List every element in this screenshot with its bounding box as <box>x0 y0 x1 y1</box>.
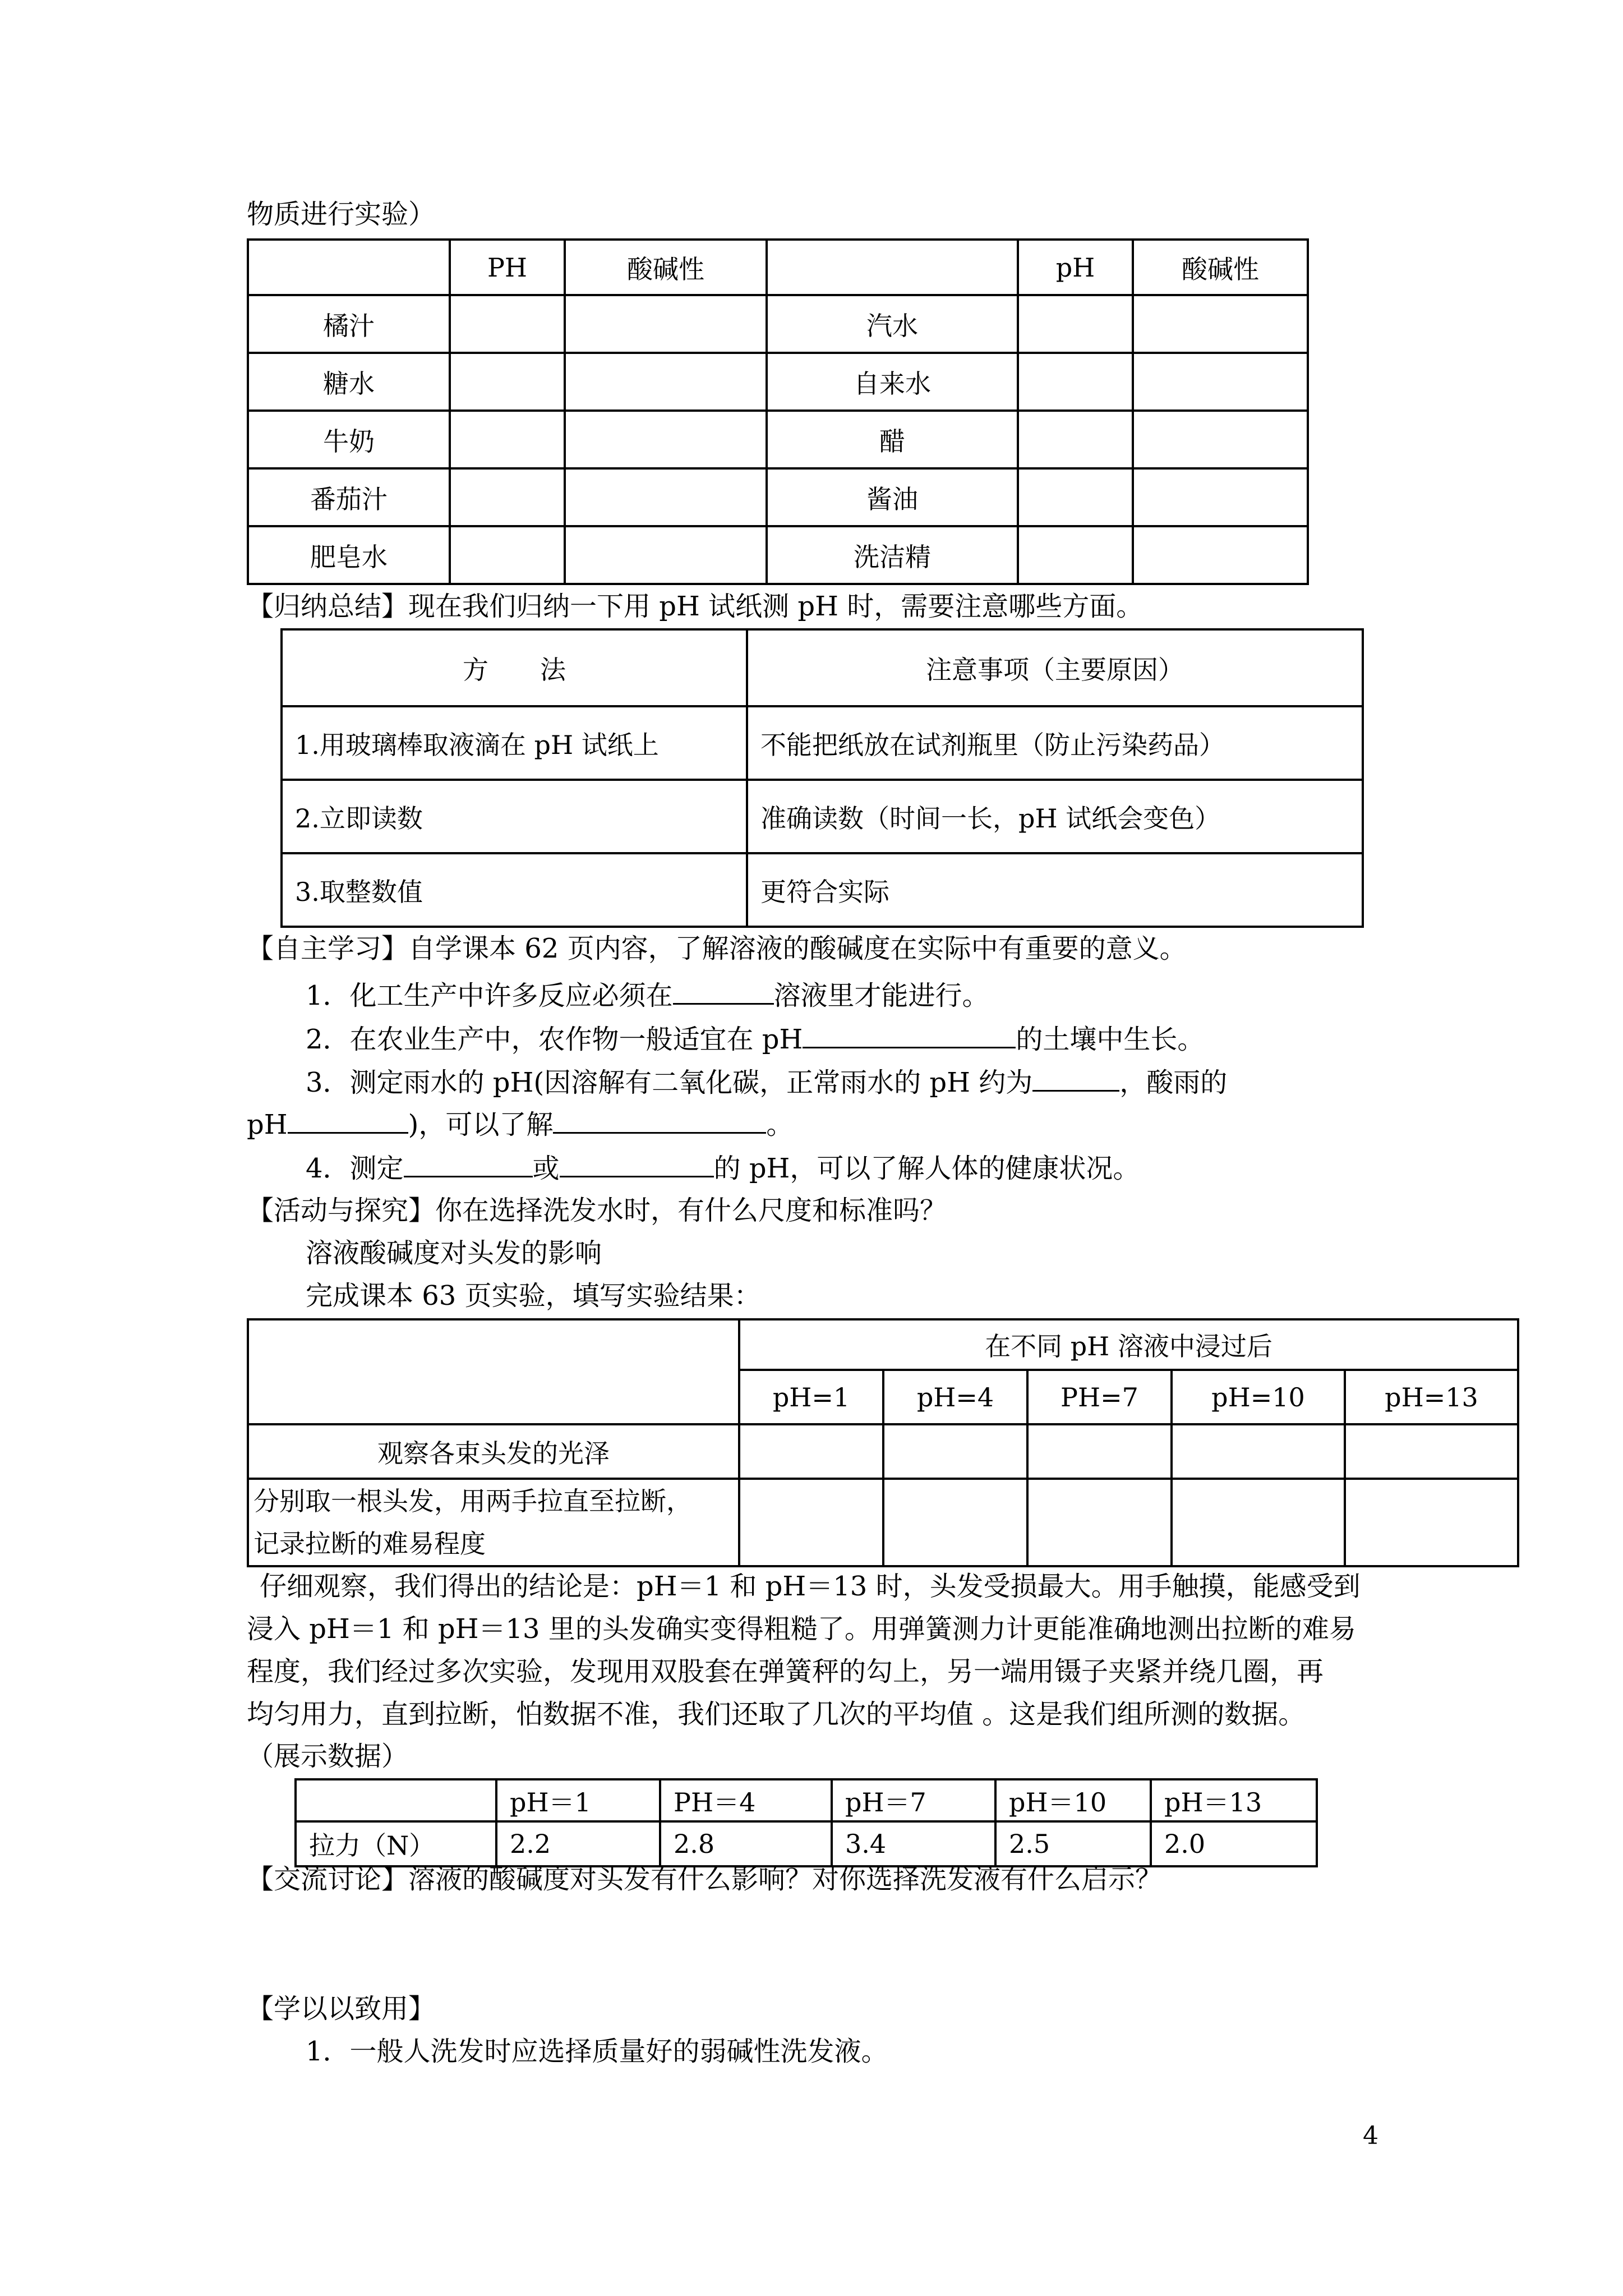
substance-ph-table <box>247 238 1309 585</box>
hair-experiment-table <box>247 1318 1519 1567</box>
substance-label: 醋 <box>767 411 1018 468</box>
substance-label: 番茄汁 <box>248 468 450 526</box>
question-text: 的土壤中生长。 <box>1016 1024 1205 1055</box>
empty-cell <box>1027 1479 1172 1566</box>
observation-line: 仔细观察，我们得出的结论是：pH＝1 和 pH＝13 时，头发受损最大。用手触摸，能感受到 <box>260 1571 1361 1602</box>
table-header-cell <box>248 240 450 295</box>
table-header-row <box>296 1779 1317 1821</box>
table-header-row <box>248 1319 1518 1370</box>
note-cell: 更符合实际 <box>747 853 1363 927</box>
summary-table <box>280 628 1364 928</box>
empty-cell <box>565 295 767 353</box>
self-study-heading: 【自主学习】自学课本 62 页内容，了解溶液的酸碱度在实际中有重要的意义。 <box>247 933 1187 964</box>
value-cell: 3.4 <box>832 1821 995 1866</box>
summary-heading: 【归纳总结】现在我们归纳一下用 pH 试纸测 pH 时，需要注意哪些方面。 <box>247 591 1144 622</box>
question-text: 3．测定雨水的 pH(因溶解有二氧化碳，正常雨水的 pH 约为 <box>306 1067 1033 1098</box>
empty-cell <box>565 411 767 468</box>
answer-blank[interactable] <box>560 1151 714 1177</box>
note-cell: 不能把纸放在试剂瓶里（防止污染药品） <box>747 706 1363 780</box>
discussion-heading: 【交流讨论】溶液的酸碱度对头发有什么影响？对你选择洗发液有什么启示？ <box>247 1864 1163 1895</box>
question-text: )，可以了解 <box>408 1109 554 1140</box>
substance-label: 洗洁精 <box>767 526 1018 584</box>
table-header-row <box>248 240 1308 295</box>
empty-cell <box>1018 468 1133 526</box>
empty-cell <box>1018 353 1133 411</box>
table-header-cell: 酸碱性 <box>565 240 767 295</box>
answer-blank[interactable] <box>1032 1065 1119 1092</box>
question-2 <box>306 1022 1204 1056</box>
table-row <box>282 706 1363 780</box>
apply-heading: 【学以以致用】 <box>247 1993 436 2024</box>
ph-header-cell: pH=10 <box>1172 1370 1345 1424</box>
empty-cell <box>248 1319 739 1424</box>
value-cell: 2.0 <box>1151 1821 1317 1866</box>
substance-label: 肥皂水 <box>248 526 450 584</box>
question-3 <box>306 1065 1227 1099</box>
answer-blank[interactable] <box>803 1022 1016 1048</box>
ph-header-cell: PH=7 <box>1027 1370 1172 1424</box>
table-row <box>248 295 1308 353</box>
empty-cell <box>1018 526 1133 584</box>
substance-label: 糖水 <box>248 353 450 411</box>
table-header-cell: 注意事项（主要原因） <box>747 629 1363 706</box>
row-label: 拉力（N） <box>296 1821 496 1866</box>
question-3-continued <box>247 1107 793 1142</box>
table-header-cell: PH＝4 <box>660 1779 832 1821</box>
question-text: 溶液里才能进行。 <box>773 980 989 1011</box>
table-row <box>248 411 1308 468</box>
substance-label: 酱油 <box>767 468 1018 526</box>
empty-cell <box>450 353 565 411</box>
empty-cell <box>1133 468 1308 526</box>
empty-cell <box>450 526 565 584</box>
ph-header-cell: pH=1 <box>739 1370 883 1424</box>
substance-label: 自来水 <box>767 353 1018 411</box>
empty-cell <box>450 295 565 353</box>
activity-instruction: 完成课本 63 页实验，填写实验结果： <box>306 1280 761 1312</box>
empty-cell <box>1018 411 1133 468</box>
page-number: 4 <box>1363 2122 1378 2150</box>
empty-cell <box>883 1424 1027 1479</box>
observation-line: 程度，我们经过多次实验，发现用双股套在弹簧秤的勾上，另一端用镊子夹紧并绕几圈，再 <box>247 1656 1324 1687</box>
empty-cell <box>739 1424 883 1479</box>
empty-cell <box>1345 1424 1518 1479</box>
table-row <box>248 353 1308 411</box>
empty-cell <box>1027 1424 1172 1479</box>
activity-subtitle: 溶液酸碱度对头发的影响 <box>306 1237 602 1269</box>
row-label-line: 分别取一根头发，用两手拉直至拉断， <box>253 1486 692 1516</box>
pull-force-table <box>294 1778 1318 1867</box>
activity-heading: 【活动与探究】你在选择洗发水时，有什么尺度和标准吗？ <box>247 1195 947 1226</box>
question-text: ，酸雨的 <box>1119 1067 1228 1098</box>
ph-header-cell: pH=13 <box>1345 1370 1518 1424</box>
empty-cell <box>883 1479 1027 1566</box>
table-header-cell <box>767 240 1018 295</box>
table-header-cell: pH＝7 <box>832 1779 995 1821</box>
value-cell: 2.5 <box>995 1821 1151 1866</box>
empty-cell <box>450 411 565 468</box>
substance-label: 牛奶 <box>248 411 450 468</box>
question-text: 。 <box>766 1109 794 1140</box>
answer-blank[interactable] <box>553 1107 766 1134</box>
table-header-cell: pH <box>1018 240 1133 295</box>
observation-line: 均匀用力，直到拉断，怕数据不准，我们还取了几次的平均值 。这是我们组所测的数据。 <box>247 1699 1306 1730</box>
table-header-cell: 酸碱性 <box>1133 240 1308 295</box>
row-label-line: 记录拉断的难易程度 <box>253 1529 486 1559</box>
question-1 <box>306 978 989 1013</box>
empty-cell <box>1018 295 1133 353</box>
question-text: pH <box>247 1109 288 1140</box>
table-header-cell: PH <box>450 240 565 295</box>
observation-line: （展示数据） <box>247 1741 409 1772</box>
table-header-cell: pH＝13 <box>1151 1779 1317 1821</box>
empty-cell <box>1345 1479 1518 1566</box>
method-cell: 1.用玻璃棒取液滴在 pH 试纸上 <box>282 706 747 780</box>
intro-text: 物质进行实验） <box>247 199 436 230</box>
question-text: 或 <box>532 1153 560 1184</box>
table-header-row <box>282 629 1363 706</box>
question-4 <box>306 1151 1140 1185</box>
table-row <box>296 1821 1317 1866</box>
empty-cell <box>565 353 767 411</box>
empty-cell <box>1133 295 1308 353</box>
value-cell: 2.2 <box>496 1821 660 1866</box>
empty-cell <box>565 468 767 526</box>
table-row <box>248 1479 1518 1566</box>
question-text: 4．测定 <box>306 1153 404 1184</box>
value-cell: 2.8 <box>660 1821 832 1866</box>
empty-cell <box>1172 1479 1345 1566</box>
empty-cell <box>1172 1424 1345 1479</box>
question-text: 1．化工生产中许多反应必须在 <box>306 980 673 1011</box>
empty-cell <box>739 1479 883 1566</box>
group-header-cell: 在不同 pH 溶液中浸过后 <box>739 1319 1518 1370</box>
method-cell: 2.立即读数 <box>282 780 747 853</box>
empty-cell <box>565 526 767 584</box>
question-text: 2．在农业生产中，农作物一般适宜在 pH <box>306 1024 803 1055</box>
table-header-cell <box>296 1779 496 1821</box>
table-header-cell: pH＝1 <box>496 1779 660 1821</box>
row-label: 观察各束头发的光泽 <box>248 1424 739 1479</box>
observation-line: 浸入 pH＝1 和 pH＝13 里的头发确实变得粗糙了。用弹簧测力计更能准确地测出拉断的难易 <box>247 1613 1356 1645</box>
empty-cell <box>450 468 565 526</box>
empty-cell <box>1133 353 1308 411</box>
empty-cell <box>1133 411 1308 468</box>
empty-cell <box>1133 526 1308 584</box>
row-label <box>248 1479 739 1566</box>
answer-blank[interactable] <box>404 1151 533 1177</box>
apply-item: 1．一般人洗发时应选择质量好的弱碱性洗发液。 <box>306 2036 888 2067</box>
method-cell: 3.取整数值 <box>282 853 747 927</box>
table-row <box>248 1424 1518 1479</box>
table-row <box>248 526 1308 584</box>
answer-blank[interactable] <box>288 1107 408 1134</box>
substance-label: 橘汁 <box>248 295 450 353</box>
table-row <box>248 468 1308 526</box>
table-row <box>282 853 1363 927</box>
note-cell: 准确读数（时间一长，pH 试纸会变色） <box>747 780 1363 853</box>
table-header-cell: pH＝10 <box>995 1779 1151 1821</box>
answer-blank[interactable] <box>673 978 774 1005</box>
substance-label: 汽水 <box>767 295 1018 353</box>
table-row <box>282 780 1363 853</box>
ph-header-cell: pH=4 <box>883 1370 1027 1424</box>
table-header-cell: 方 法 <box>282 629 747 706</box>
question-text: 的 pH，可以了解人体的健康状况。 <box>713 1153 1140 1184</box>
